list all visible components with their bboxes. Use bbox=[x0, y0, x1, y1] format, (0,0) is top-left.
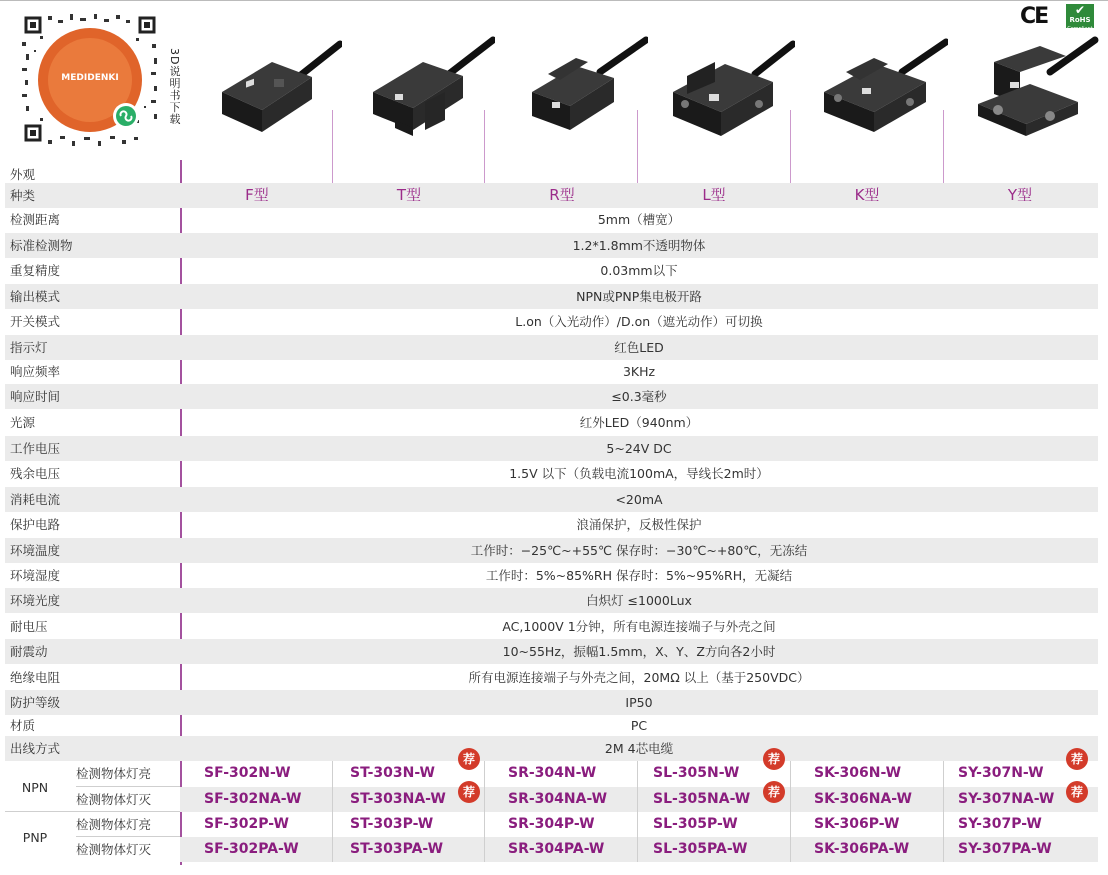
model-code: SK-306PA-W bbox=[814, 841, 910, 857]
spec-value: 5~24V DC bbox=[606, 441, 672, 456]
type-y: Y型 bbox=[1007, 186, 1033, 204]
spec-label: 消耗电流 bbox=[10, 492, 61, 507]
spec-label: 出线方式 bbox=[10, 741, 61, 756]
spec-label: 环境湿度 bbox=[10, 568, 61, 583]
type-row bbox=[5, 183, 1098, 208]
group-npn: NPN bbox=[21, 780, 49, 795]
recommend-badge: 荐 bbox=[458, 748, 480, 770]
spec-row bbox=[5, 384, 1098, 409]
spec-value: AC,1000V 1分钟，所有电源连接端子与外壳之间 bbox=[502, 619, 776, 634]
spec-row bbox=[5, 538, 1098, 563]
spec-label: 指示灯 bbox=[10, 340, 48, 355]
sensor-image-y bbox=[970, 32, 1100, 147]
model-code: SF-302PA-W bbox=[204, 841, 299, 857]
qr-caption: 3D说明书下载 bbox=[168, 48, 181, 126]
sensor-image-r bbox=[518, 32, 648, 147]
spec-label: 光源 bbox=[10, 415, 36, 430]
spec-label: 保护电路 bbox=[10, 517, 61, 532]
spec-value: 10~55Hz，振幅1.5mm，X、Y、Z方向各2小时 bbox=[502, 644, 776, 659]
model-code: SR-304NA-W bbox=[508, 791, 608, 807]
rohs-badge bbox=[1066, 3, 1094, 32]
check-icon: ✔ bbox=[1074, 3, 1086, 17]
qr-brand-text: MEDIDENKI bbox=[61, 73, 119, 83]
spec-row bbox=[5, 690, 1098, 715]
spec-value: 0.03mm以下 bbox=[600, 263, 678, 278]
model-code: SK-306P-W bbox=[814, 816, 900, 832]
spec-label: 耐电压 bbox=[10, 619, 48, 634]
column-divider bbox=[332, 761, 333, 862]
spec-label: 绝缘电阻 bbox=[10, 670, 61, 685]
spec-row bbox=[5, 309, 1098, 334]
spec-value: 所有电源连接端子与外壳之间，20MΩ 以上（基于250VDC） bbox=[468, 670, 810, 685]
spec-row bbox=[5, 436, 1098, 461]
model-code: SR-304PA-W bbox=[508, 841, 605, 857]
spec-row bbox=[5, 487, 1098, 512]
model-code: SR-304P-W bbox=[508, 816, 595, 832]
recommend-badge: 荐 bbox=[763, 781, 785, 803]
model-code: ST-303P-W bbox=[350, 816, 434, 832]
model-code: SF-302NA-W bbox=[204, 791, 302, 807]
model-code: SY-307P-W bbox=[958, 816, 1042, 832]
spec-value: 2M 4芯电缆 bbox=[604, 741, 674, 756]
spec-value: ≤0.3毫秒 bbox=[611, 389, 667, 404]
sensor-image-f bbox=[212, 32, 342, 147]
spec-value: 5mm（槽宽） bbox=[597, 212, 681, 227]
model-code: SF-302P-W bbox=[204, 816, 289, 832]
spec-value: NPN或PNP集电极开路 bbox=[576, 289, 702, 304]
spec-label: 环境光度 bbox=[10, 593, 61, 608]
type-l: L型 bbox=[702, 186, 726, 204]
spec-value: 1.5V 以下（负载电流100mA，导线长2m时） bbox=[509, 466, 769, 481]
spec-row bbox=[5, 233, 1098, 258]
recommend-badge: 荐 bbox=[458, 781, 480, 803]
model-row-label: 检测物体灯灭 bbox=[76, 792, 152, 807]
spec-row bbox=[5, 461, 1098, 486]
spec-value: <20mA bbox=[615, 492, 663, 507]
row-label: 外观 bbox=[10, 167, 36, 182]
spec-value: L.on（入光动作）/D.on（遮光动作）可切换 bbox=[515, 314, 763, 329]
spec-value: IP50 bbox=[625, 695, 653, 710]
spec-row bbox=[5, 713, 1098, 738]
spec-label: 标准检测物 bbox=[10, 238, 73, 253]
spec-row bbox=[5, 614, 1098, 639]
spec-row bbox=[5, 410, 1098, 435]
sensor-image-l bbox=[665, 32, 795, 147]
divider bbox=[5, 811, 180, 812]
model-row-pnp-off bbox=[180, 837, 1098, 862]
model-code: ST-303NA-W bbox=[350, 791, 446, 807]
qr-code bbox=[18, 10, 163, 150]
spec-label: 耐震动 bbox=[10, 644, 48, 659]
model-code: SL-305NA-W bbox=[653, 791, 751, 807]
spec-row bbox=[5, 284, 1098, 309]
spec-value: 浪涌保护，反极性保护 bbox=[576, 517, 702, 532]
spec-label: 重复精度 bbox=[10, 263, 61, 278]
spec-value: 白炽灯 ≤1000Lux bbox=[586, 593, 692, 608]
column-divider bbox=[790, 761, 791, 862]
model-code: SL-305N-W bbox=[653, 765, 740, 781]
divider bbox=[76, 836, 180, 837]
sensor-image-t bbox=[365, 32, 495, 147]
spec-row bbox=[5, 207, 1098, 232]
model-row-pnp-on bbox=[180, 812, 1098, 837]
spec-label: 环境温度 bbox=[10, 543, 61, 558]
spec-row bbox=[5, 512, 1098, 537]
spec-label: 防护等级 bbox=[10, 695, 61, 710]
rohs-label: RoHS bbox=[1069, 16, 1091, 24]
spec-label: 响应频率 bbox=[10, 364, 61, 379]
spec-row bbox=[5, 563, 1098, 588]
spec-value: 工作时：5%~85%RH 保存时：5%~95%RH，无凝结 bbox=[485, 568, 793, 583]
model-row-npn-off bbox=[180, 787, 1098, 812]
column-divider bbox=[637, 761, 638, 862]
ce-mark: CE bbox=[1020, 4, 1048, 29]
spec-row bbox=[5, 736, 1098, 761]
spec-value: 3KHz bbox=[622, 364, 656, 379]
spec-row bbox=[5, 258, 1098, 283]
recommend-badge: 荐 bbox=[1066, 748, 1088, 770]
model-row-label: 检测物体灯亮 bbox=[76, 817, 152, 832]
model-row-label: 检测物体灯灭 bbox=[76, 842, 152, 857]
model-code: SY-307PA-W bbox=[958, 841, 1052, 857]
spec-label: 响应时间 bbox=[10, 389, 61, 404]
spec-value: 1.2*1.8mm不透明物体 bbox=[572, 238, 706, 253]
top-border bbox=[0, 0, 1108, 1]
model-code: SR-304N-W bbox=[508, 765, 597, 781]
divider bbox=[76, 786, 180, 787]
spec-row bbox=[5, 639, 1098, 664]
model-code: SL-305P-W bbox=[653, 816, 738, 832]
spec-value: PC bbox=[630, 718, 648, 733]
model-code: SL-305PA-W bbox=[653, 841, 748, 857]
sensor-image-k bbox=[818, 32, 948, 147]
spec-value: 工作时：−25℃~+55℃ 保存时：−30℃~+80℃，无冻结 bbox=[470, 543, 808, 558]
type-r: R型 bbox=[549, 186, 575, 204]
spec-row bbox=[5, 359, 1098, 384]
column-divider bbox=[484, 761, 485, 862]
spec-value: 红外LED（940nm） bbox=[579, 415, 699, 430]
column-divider bbox=[943, 761, 944, 862]
row-label: 种类 bbox=[10, 188, 36, 203]
spec-row bbox=[5, 665, 1098, 690]
group-pnp: PNP bbox=[22, 830, 48, 845]
model-code: SK-306N-W bbox=[814, 765, 902, 781]
type-k: K型 bbox=[854, 186, 880, 204]
model-code: SK-306NA-W bbox=[814, 791, 912, 807]
type-f: F型 bbox=[245, 186, 269, 204]
model-code: SY-307N-W bbox=[958, 765, 1044, 781]
model-code: ST-303N-W bbox=[350, 765, 435, 781]
spec-label: 检测距离 bbox=[10, 212, 61, 227]
rohs-sub: Compliant bbox=[1067, 26, 1093, 32]
type-t: T型 bbox=[396, 186, 422, 204]
recommend-badge: 荐 bbox=[763, 748, 785, 770]
spec-label: 材质 bbox=[10, 718, 36, 733]
spec-row bbox=[5, 335, 1098, 360]
model-code: ST-303PA-W bbox=[350, 841, 444, 857]
model-code: SF-302N-W bbox=[204, 765, 291, 781]
spec-label: 输出模式 bbox=[10, 289, 61, 304]
spec-row bbox=[5, 588, 1098, 613]
spec-label: 残余电压 bbox=[10, 466, 61, 481]
model-row-label: 检测物体灯亮 bbox=[76, 766, 152, 781]
spec-label: 工作电压 bbox=[10, 441, 61, 456]
recommend-badge: 荐 bbox=[1066, 781, 1088, 803]
spec-value: 红色LED bbox=[614, 340, 664, 355]
model-code: SY-307NA-W bbox=[958, 791, 1055, 807]
model-row-npn-on bbox=[180, 761, 1098, 786]
spec-label: 开关模式 bbox=[10, 314, 61, 329]
